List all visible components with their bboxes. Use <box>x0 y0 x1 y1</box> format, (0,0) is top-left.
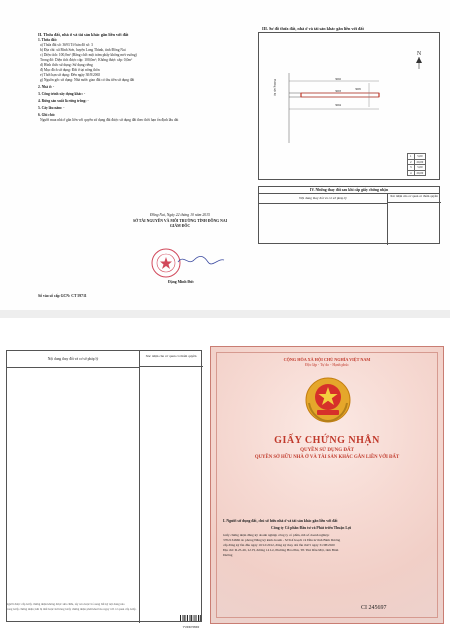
signature-scribble <box>176 252 226 273</box>
land-line: đ) Mục đích sử dụng: Đất ở tại nông thôn <box>40 68 100 72</box>
construction-item: 3. Công trình xây dựng khác: - <box>38 92 86 96</box>
table-row: 2 20,00 <box>408 159 426 165</box>
land-line: c) Diện tích: 100,0m² (Bằng chữ: một trăm phẩy không mét vuông) <box>40 53 137 57</box>
note-text: Người mua nhà ở gắn liền với quyền sử dụng đất được sử dụng đất theo thời hạn ổn định lâu dài <box>40 118 179 122</box>
table-row: 3 5,00 <box>408 165 426 171</box>
owner-detail: 3702134666 do phòng Đăng ký kinh doanh - Sở Kế hoạch và Đầu tư tỉnh Bình Dương <box>223 538 341 542</box>
certificate-subtitle-2: QUYỀN SỞ HỮU NHÀ Ở VÀ TÀI SẢN KHÁC GẮN LIỀN VỚI ĐẤT <box>254 455 400 460</box>
national-emblem-icon <box>303 375 353 430</box>
land-title: 1. Thửa đất: <box>38 38 57 42</box>
certificate-subtitle-1: QUYỀN SỬ DỤNG ĐẤT <box>300 448 354 453</box>
sign-date: Đồng Nai, Ngày 22 tháng 10 năm 2015 <box>150 213 210 217</box>
section-2-title: II. Thửa đất, nhà ở và tài sản khác gắn liền với đất <box>38 32 129 37</box>
signature-block <box>90 213 270 228</box>
land-line: Trong đó: Diện tích được cấp: 100,0m²; Không được cấp: 0,0m² <box>40 58 133 62</box>
section-4-title: IV. Những thay đổi sau khi cấp giấy chứng nhận <box>259 187 439 194</box>
barcode-text: TV8060708800 <box>182 626 200 629</box>
neighbor-parcel-label: 3694 <box>335 103 341 107</box>
certificate-cover-spread <box>0 318 450 638</box>
house-item: 2. Nhà ở: - <box>38 85 55 89</box>
column-divider <box>139 367 140 623</box>
owner-detail: Dương <box>223 553 233 557</box>
land-line: a) Thửa đất số: 3693 Tờ bản đồ số: 3 <box>40 43 93 47</box>
table-row: 4 20,00 <box>408 170 426 176</box>
certificate-title: GIẤY CHỨNG NHẬN <box>274 435 380 446</box>
land-line: g) Nguồn gốc sử dụng: Nhà nước giao đất có thu tiền sử dụng đất <box>40 78 135 82</box>
certificate-inner-page <box>0 0 450 310</box>
signer-name: Đặng Minh Đức <box>168 280 195 284</box>
owner-name: Công ty Cổ phần Đầu tư và Phát triển Thuận Lợi <box>271 526 352 530</box>
sign-role: GIÁM ĐỐC <box>169 224 191 228</box>
changes-col-content: Nội dung thay đổi và cơ sở pháp lý <box>259 193 388 204</box>
parcel-map <box>258 32 440 180</box>
sign-org: SỞ TÀI NGUYÊN VÀ MÔI TRƯỜNG TỈNH ĐỒNG NAI <box>132 219 228 223</box>
page-separator <box>0 310 450 318</box>
land-line: b) Địa chỉ: xã Bình Sơn, huyện Long Thành, tỉnh Đồng Nai <box>40 48 126 52</box>
road-label: Đường nội bộ <box>273 79 277 96</box>
section-1-title: I. Người sử dụng đất, chủ sở hữu nhà ở và tài sản khác gắn liền với đất <box>223 519 338 523</box>
neighbor-parcel-label: 3695 <box>355 87 361 91</box>
section-3-title: III. Sơ đồ thửa đất, nhà ở và tài sản khác gắn liền với đất <box>262 26 364 31</box>
footer-note: trong Giấy chứng nhận; khi bị mất hoặc hư hỏng Giấy chứng nhận phải khai báo ngay với cơ quan cấp Giấy. <box>6 607 137 611</box>
country-name: CỘNG HÒA XÃ HỘI CHỦ NGHĨA VIỆT NAM <box>283 357 371 362</box>
owner-detail: Địa chỉ: D.25-26, Lô H, đường 14 Lê, Phường Hòa Phú, TP. Thủ Dầu Một, tỉnh Bình <box>223 548 339 552</box>
owner-detail: cấp đăng ký lần đầu ngày 10/12/2012, đăng ký thay đổi lần thứ 5 ngày 31/08/2020 <box>223 543 335 547</box>
changes-table-back <box>6 350 202 622</box>
column-divider <box>387 203 388 245</box>
edge-length-table <box>407 153 426 176</box>
changes-col-confirm: Xác nhận của cơ quan có thẩm quyền <box>139 351 203 367</box>
land-line: d) Hình thức sử dụng: Sử dụng riêng <box>40 63 93 67</box>
tree-item: 5. Cây lâu năm: - <box>38 106 65 110</box>
footer-note: Người được cấp Giấy chứng nhận không được sửa chữa, tẩy xóa hoặc bổ sung bất kỳ nội dung nào <box>6 602 125 606</box>
neighbor-parcel-label: 3692 <box>335 77 341 81</box>
registration-number: Số vào sổ cấp GCN: CT 59711 <box>38 294 87 298</box>
country-motto: Độc lập - Tự do - Hạnh phúc <box>305 363 349 367</box>
svg-text:N: N <box>416 51 422 57</box>
forest-item: 4. Rừng sản xuất là rừng trồng: - <box>38 99 89 103</box>
changes-table <box>258 186 440 244</box>
changes-col-confirm: Xác nhận của cơ quan có thẩm quyền <box>387 193 441 203</box>
parcel-number-label: 3693 <box>335 89 341 93</box>
owner-detail: Giấy chứng nhận đăng ký doanh nghiệp công ty cổ phần, mã số doanh nghiệp: <box>223 533 330 537</box>
barcode <box>180 608 202 629</box>
table-row: 1 5,00 <box>408 154 426 160</box>
note-item: 6. Ghi chú: <box>38 113 56 117</box>
certificate-cover <box>210 346 444 624</box>
serial-number: CI 245697 <box>361 605 387 611</box>
changes-col-content: Nội dung thay đổi và cơ sở pháp lý <box>7 351 140 368</box>
land-line: e) Thời hạn sử dụng: Đến ngày 30/8/2065 <box>40 73 101 77</box>
